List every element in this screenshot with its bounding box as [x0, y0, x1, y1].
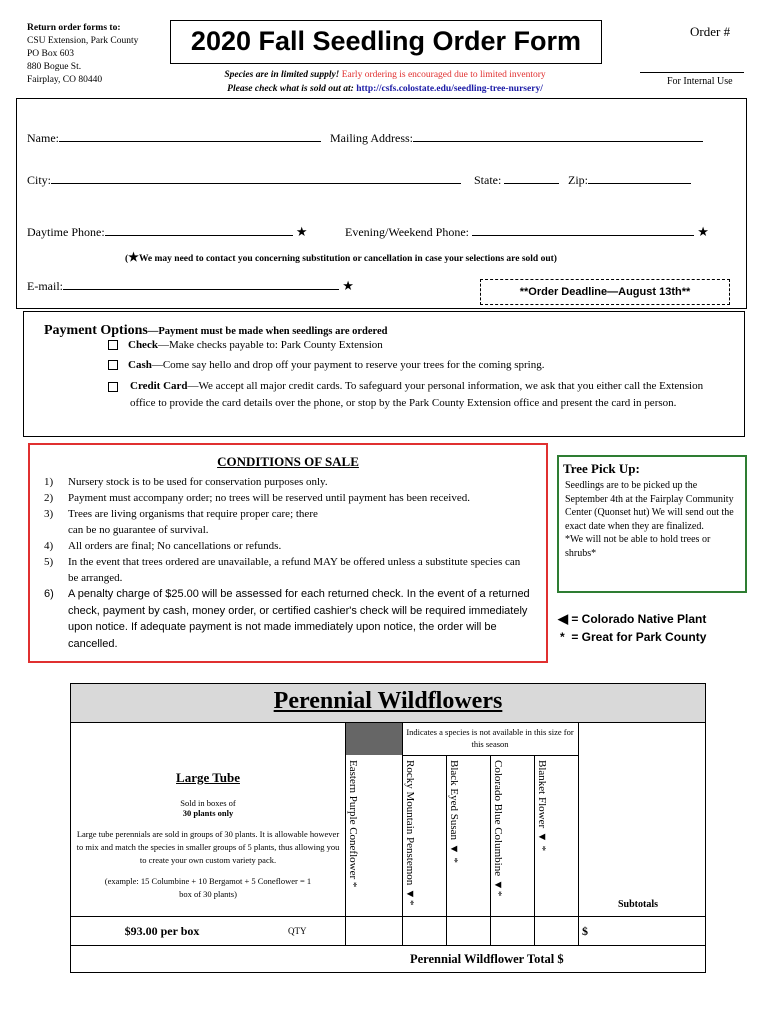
state-field[interactable] [504, 172, 559, 184]
eve-phone-field[interactable] [472, 224, 694, 236]
city-row [27, 172, 461, 188]
pickup-title: Tree Pick Up: [563, 461, 640, 476]
zip-row [568, 172, 691, 188]
payment-option-cash: Cash—Come say hello and drop off your payment to reserve your trees for the coming spring. [108, 359, 545, 371]
address-line: PO Box 603 [27, 49, 74, 59]
name-row [27, 130, 321, 146]
eve-phone-label: Evening/Weekend Phone: [345, 225, 470, 239]
pickup-note: *We will not be able to hold trees or shrubs* [565, 534, 711, 559]
zip-label: Zip: [568, 173, 588, 187]
address-line: Fairplay, CO 80440 [27, 75, 103, 85]
payment-option-credit: Credit Card—We accept all major credit cards. To safeguard your personal information, we ask that you either call the Extension office to provide the card details over the phone, or stop by the Park County Extension office and present the card in person. [108, 378, 723, 412]
address-line: CSU Extension, Park County [27, 36, 139, 46]
species-name: Rocky Mountain Penstemon ◄* [404, 760, 416, 906]
condition-item: 3) Trees are living organisms that require proper care; there can be no guarantee of survival. [44, 508, 318, 536]
email-label: E-mail: [27, 279, 63, 293]
subtotal-dollar[interactable]: $ [582, 924, 588, 938]
day-phone-row [27, 224, 308, 240]
size-example: (example: 15 Columbine + 10 Bergamot + 5 Coneflower = 1 box of 30 plants) [104, 876, 312, 899]
payment-heading [44, 321, 387, 339]
nursery-link[interactable]: http://csfs.colostate.edu/seedling-tree-nursery/ [356, 84, 543, 94]
city-label: City: [27, 173, 52, 187]
internal-use-label: For Internal Use [667, 76, 733, 87]
email-field[interactable] [63, 278, 339, 290]
total-label: Perennial Wildflower Total [410, 952, 555, 966]
notice-red: Early ordering is encouraged due to limited inventory [339, 70, 546, 80]
size-label: Large Tube [176, 770, 240, 785]
check-checkbox[interactable] [108, 340, 118, 350]
star-icon: ★ [694, 224, 709, 239]
grid-line [71, 945, 705, 946]
payment-option-check: Check—Make checks payable to: Park County Extension [108, 339, 383, 351]
day-phone-label: Daytime Phone: [27, 225, 105, 239]
mailing-row [330, 130, 703, 146]
zip-field[interactable] [588, 172, 691, 184]
grid-line [345, 722, 346, 945]
state-label: State: [474, 173, 502, 187]
qty-label: QTY [288, 926, 307, 936]
native-triangle-icon: ◀ [558, 611, 568, 626]
qty-cells[interactable] [346, 917, 578, 945]
grid-line [578, 722, 579, 945]
box-count: 30 plants only [182, 808, 234, 818]
star-icon: ★ [339, 278, 354, 293]
size-description: Large tube perennials are sold in groups of 30 plants. It is allowable however to mix and match the species in smaller groups of 5 plants, thus allowing you to create your own custom variety pack. [76, 829, 340, 865]
condition-item: 6) A penalty charge of $25.00 will be assessed for each returned check. In the event of a returned check, payment by cash, money order, or certified cashier's check will be required immediately upon notice. If adequate payment is not made immediately upon notice, the order will be cancelled. [44, 588, 530, 650]
species-name: Black Eyed Susan ◄ * [448, 760, 460, 864]
pickup-text: Seedlings are to be picked up the September 4th at the Fairplay Community Center (Quonset hut) We will send out the exact date when they are finalized. [565, 480, 734, 532]
check-text: Please check what is sold out at: [227, 84, 357, 94]
mailing-address-field[interactable] [413, 130, 703, 142]
grid-line [402, 755, 578, 756]
total-dollar[interactable]: $ [557, 952, 564, 966]
species-name: Blanket Flower ◄ * [536, 760, 548, 852]
conditions-title: CONDITIONS OF SALE [217, 454, 359, 469]
legend-native: ◀ = Colorado Native Plant [558, 611, 707, 626]
price-label: $93.00 per box [124, 924, 200, 938]
cash-checkbox[interactable] [108, 360, 118, 370]
sold-out-note: Indicates a species is not available in this size for this season [406, 727, 574, 749]
sold-out-indicator [346, 723, 402, 755]
order-number-field[interactable] [640, 72, 744, 73]
payment-subtitle: —Payment must be made when seedlings are ordered [147, 326, 388, 337]
availability-notice [150, 68, 620, 96]
subtotals-label: Subtotals [618, 899, 659, 910]
address-line: 880 Bogue St. [27, 62, 82, 72]
size-cell [72, 770, 344, 901]
sold-in-label: Sold in boxes of [180, 798, 236, 808]
legend-park: * = Great for Park County [560, 630, 707, 644]
condition-item: 5) In the event that trees ordered are unavailable, a refund MAY be offered unless a substitute species can be arranged. [44, 556, 521, 584]
species-name: Eastern Purple Coneflower * [347, 760, 359, 888]
credit-card-checkbox[interactable] [108, 382, 118, 392]
return-label: Return order forms to: [27, 23, 121, 33]
order-number-label: Order # [690, 24, 731, 39]
contact-note: (★We may need to contact you concerning substitution or cancellation in case your selections are sold out) [125, 250, 557, 264]
state-row [474, 172, 559, 188]
name-label: Name: [27, 131, 59, 145]
mailing-label: Mailing Address: [330, 131, 413, 145]
conditions-list [30, 474, 535, 652]
condition-item: 1) Nursery stock is to be used for conservation purposes only. [44, 476, 328, 488]
condition-item: 2) Payment must accompany order; no trees will be reserved until payment has been received. [44, 492, 470, 504]
eve-phone-row [345, 224, 709, 240]
wildflower-title: Perennial Wildflowers [273, 688, 503, 714]
star-icon: ★ [292, 224, 308, 239]
star-icon: ★ [128, 250, 139, 264]
notice-bold: Species are in limited supply! [224, 70, 340, 80]
pickup-box [557, 455, 747, 593]
condition-item: 4) All orders are final; No cancellations or refunds. [44, 540, 282, 552]
payment-title: Payment Options [44, 323, 148, 338]
name-field[interactable] [59, 130, 321, 142]
wildflower-total [410, 952, 564, 967]
day-phone-field[interactable] [105, 224, 293, 236]
city-field[interactable] [51, 172, 461, 184]
species-name: Colorado Blue Columbine ◄* [492, 760, 504, 897]
email-row [27, 278, 354, 294]
form-title: 2020 Fall Seedling Order Form [170, 20, 602, 64]
order-deadline: **Order Deadline—August 13th** [480, 279, 730, 305]
return-address [27, 22, 138, 87]
